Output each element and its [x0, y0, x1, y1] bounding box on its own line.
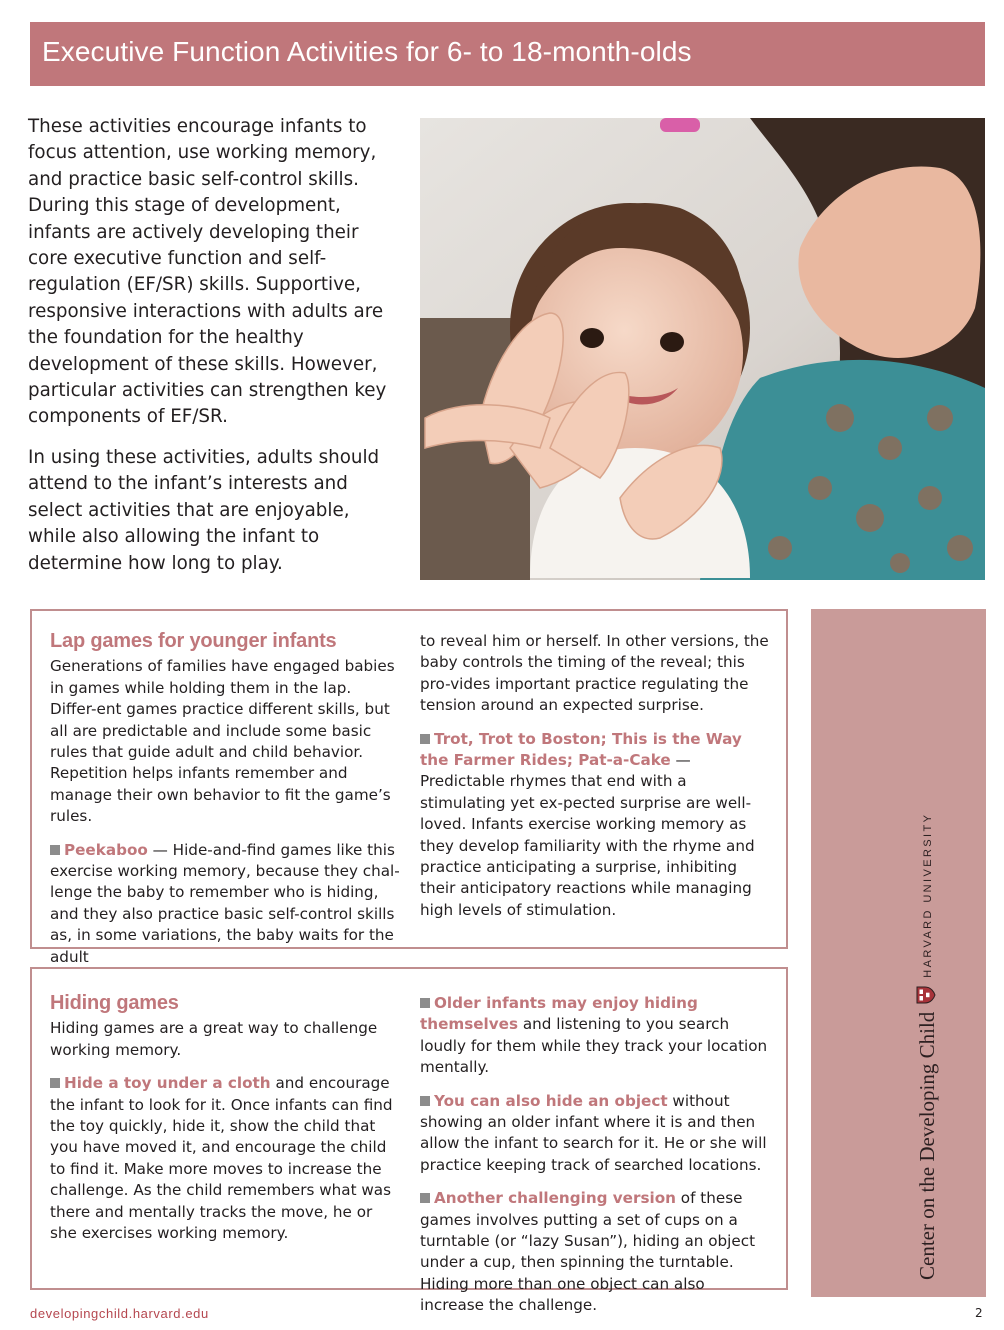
- lap-games-heading: Lap games for younger infants: [50, 630, 337, 652]
- cloth-title: Hide a toy under a cloth: [64, 1074, 271, 1093]
- lap-games-left-column: [50, 631, 400, 980]
- cloth-item: [50, 1073, 400, 1244]
- mother-baby-photo: [420, 118, 985, 580]
- another-title: Another challenging version: [434, 1189, 676, 1208]
- bullet-square-icon: [50, 1078, 60, 1088]
- center-name: Center on the Developing Child: [915, 1011, 939, 1280]
- page-number: 2: [975, 1306, 983, 1320]
- intro-paragraph-2: In using these activities, adults should attend to the infant’s interests and select activities that are enjoyable, while also allowing the infant to determine how long to play.: [28, 446, 380, 574]
- cloth-text: and encourage the infant to look for it. Once infants can find the toy quickly, hide it, show the child that you have moved it, and encourage the child to find it. Make more moves to increase the challenge. As the child remembers what was there and mentally tracks the move, he or she exercises working memory.: [50, 1074, 393, 1243]
- intro-paragraph-1: These activities encourage infants to focus attention, use working memory, and practice basic self-control skills. During this stage of development, infants are actively developing their core executive function and self-regulation (EF/SR) skills. Supportive, responsive interactions with adults are the foundation for the healthy development of these skills. However, particular activities can strengthen key components of EF/SR.: [28, 116, 387, 428]
- object-text: without showing an older infant where it is and then allow the infant to search for it. He or she will practice keeping track of searched locations.: [420, 1091, 767, 1174]
- older-text: and listening to you search loudly for them while they track your location mentally.: [420, 1015, 768, 1077]
- hiding-games-right-column: [420, 993, 770, 1329]
- harvard-shield-icon: [916, 986, 940, 1004]
- lap-games-right-column: [420, 631, 770, 933]
- bullet-square-icon: [420, 734, 430, 744]
- hiding-games-heading: Hiding games: [50, 992, 179, 1014]
- older-item: [420, 993, 770, 1079]
- lap-games-intro: Generations of families have engaged babies in games while holding them in the lap. Differ-ent games practice different skills, but all are predictable and include some basic rules that guide adult and child behavior. Repetition helps infants remember and manage their own behavior to fit the game’s rules.: [50, 657, 395, 826]
- lap-games-panel: [30, 609, 788, 966]
- photo-illustration: [420, 118, 985, 580]
- another-item: [420, 1188, 770, 1316]
- university-name: HARVARD UNIVERSITY: [921, 812, 934, 978]
- peekaboo-text: — Hide-and-find games like this exercise working memory, because they chal-lenge the baby to remember who is hiding, and they also practice basic self-control skills as, in some variations, the baby waits for the adult: [50, 840, 400, 966]
- footer-url[interactable]: developingchild.harvard.edu: [30, 1306, 209, 1321]
- trot-title: Trot, Trot to Boston; This is the Way the Farmer Rides; Pat-a-Cake: [420, 729, 742, 770]
- bullet-square-icon: [50, 845, 60, 855]
- page-title: Executive Function Activities for 6- to 18-month-olds: [42, 36, 692, 67]
- bullet-square-icon: [420, 998, 430, 1008]
- trot-item: [420, 729, 770, 922]
- another-text: of these games involves putting a set of cups on a turntable (or “lazy Susan”), hiding an object under a cup, then spinning the turntable. Hiding more than one object can also increase the challenge.: [420, 1189, 756, 1315]
- object-title: You can also hide an object: [434, 1091, 668, 1110]
- sidebar-branding: [915, 810, 940, 1280]
- peekaboo-item: [50, 840, 400, 968]
- hiding-games-intro: Hiding games are a great way to challenge working memory.: [50, 1019, 378, 1059]
- title-banner: [30, 22, 985, 86]
- bullet-square-icon: [420, 1193, 430, 1203]
- trot-text: — Predictable rhymes that end with a stimulating yet ex-pected surprise are well-loved. Infants exercise working memory as they develop familiarity with the rhyme and practice anticipating a surprise, inhibiting their anticipatory reactions while managing high levels of stimulation.: [420, 751, 755, 919]
- object-item: [420, 1091, 770, 1177]
- sidebar-band: [811, 609, 986, 1297]
- older-title: Older infants may enjoy hiding themselves: [420, 994, 698, 1034]
- bullet-square-icon: [420, 1096, 430, 1106]
- intro-text: [28, 114, 403, 591]
- hiding-games-left-column: [50, 993, 400, 1256]
- peekaboo-continued: to reveal him or herself. In other versions, the baby controls the timing of the reveal; this pro-vides important practice regulating the tension around an expected surprise.: [420, 632, 769, 715]
- peekaboo-title: Peekaboo: [64, 840, 148, 859]
